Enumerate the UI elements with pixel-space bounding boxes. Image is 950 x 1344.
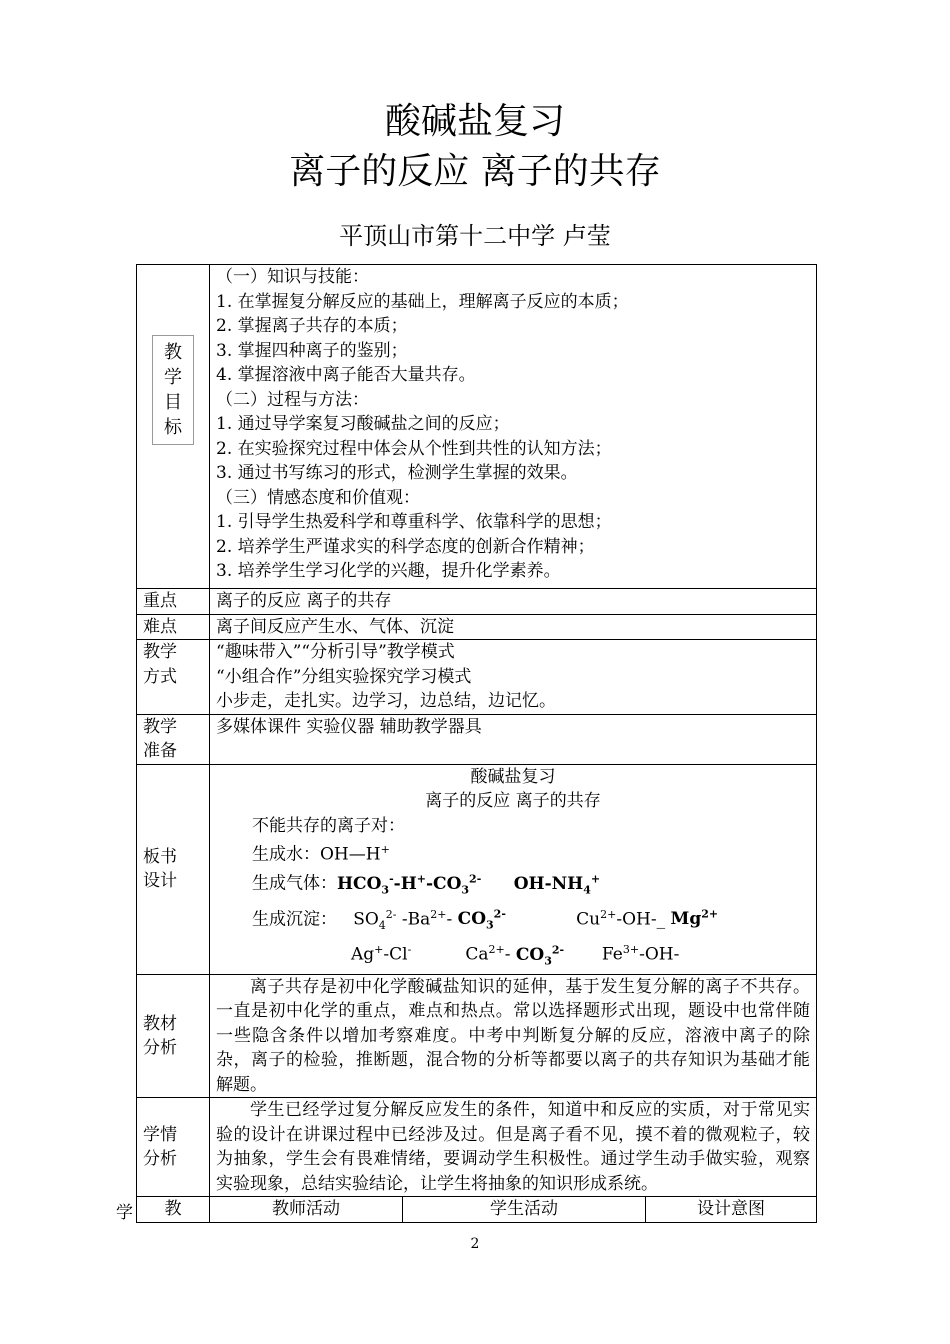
objective-line: 1. 在掌握复分解反应的基础上，理解离子反应的本质； bbox=[216, 291, 629, 312]
difficulty-row bbox=[137, 614, 817, 640]
method-label: 教学 方式 bbox=[137, 640, 210, 715]
board-water-line: 生成水：OH—H+ bbox=[252, 843, 390, 865]
students-row bbox=[137, 1098, 817, 1197]
teacher-activity-header: 教师活动 bbox=[210, 1197, 403, 1222]
board-content bbox=[210, 764, 817, 974]
student-activity-header: 学生活动 bbox=[403, 1197, 646, 1222]
board-precip-line: 生成沉淀： $SO_4^{2-}$ $-Ba^{2+}-$ $CO_3^{2-}$ $Cu^{2+}-OH-\_$ $Mg^{2+}$ bbox=[252, 907, 719, 932]
prep-label: 教学 准备 bbox=[137, 714, 210, 764]
method-line: “小组合作”分组实验探究学习模式 bbox=[216, 666, 472, 687]
objectives-row bbox=[137, 265, 817, 589]
objective-line: （二）过程与方法： bbox=[216, 389, 369, 410]
objective-line: 2. 掌握离子共存的本质； bbox=[216, 316, 408, 336]
objective-line: （一）知识与技能： bbox=[216, 267, 369, 287]
prep-row bbox=[137, 714, 817, 764]
title-line-2: 离子的反应 离子的共存 bbox=[289, 151, 661, 192]
objective-line: 3. 通过书写练习的形式，检测学生掌握的效果。 bbox=[216, 463, 578, 483]
difficulty-label: 难点 bbox=[137, 614, 210, 640]
method-row bbox=[137, 640, 817, 715]
material-label: 教材 分析 bbox=[137, 974, 210, 1098]
key-point-row bbox=[137, 589, 817, 615]
objective-line: （三）情感态度和价值观： bbox=[216, 487, 420, 508]
activity-header-row bbox=[137, 1197, 817, 1223]
board-row bbox=[137, 764, 817, 974]
key-point-text: 离子的反应 离子的共存 bbox=[210, 589, 817, 615]
method-line: “趣味带入”“分析引导”教学模式 bbox=[216, 642, 455, 662]
method-content bbox=[210, 640, 817, 715]
title-line-1: 酸碱盐复习 bbox=[384, 101, 565, 142]
board-label: 板书 设计 bbox=[137, 764, 210, 974]
objectives-label-cell bbox=[137, 265, 210, 589]
difficulty-text: 离子间反应产生水、气体、沉淀 bbox=[210, 614, 817, 640]
objectives-label: 教 学 目 标 bbox=[152, 335, 194, 445]
objective-line: 4. 掌握溶液中离子能否大量共存。 bbox=[216, 365, 476, 385]
board-line-1: 不能共存的离子对： bbox=[252, 815, 405, 836]
objective-line: 3. 培养学生学习化学的兴趣，提升化学素养。 bbox=[216, 561, 561, 581]
objective-line: 1. 通过导学案复习酸碱盐之间的反应； bbox=[216, 414, 510, 434]
material-text: 离子共存是初中化学酸碱盐知识的延伸，基于发生复分解的离子不共存。一直是初中化学的重点，难点和热点。常以选择题形式出现，题设中也常伴随一些隐含条件以增加考察难度。中考中判断复分解的反应，溶液中离子的除杂，离子的检验，推断题，混合物的分析等都要以离子的共存知识为基础才能解题。 bbox=[210, 974, 817, 1098]
students-text: 学生已经学过复分解反应发生的条件，知道中和反应的实质，对于常见实验的设计在讲课过程中已经涉及过。但是离子看不见，摸不着的微观粒子，较为抽象，学生会有畏难情绪，要调动学生积极性。通过学生动手做实验，观察实验现象，总结实验结论，让学生将抽象的知识形成系统。 bbox=[210, 1098, 817, 1197]
students-label: 学情 分析 bbox=[137, 1098, 210, 1197]
board-heading-1: 酸碱盐复习 bbox=[470, 766, 556, 787]
activity-header bbox=[210, 1197, 816, 1222]
board-gas-line: 生成气体：$HCO_3^--H^+-CO_3^{2-}$ $OH-NH_4^+$ bbox=[252, 872, 601, 897]
objective-line: 1. 引导学生热爱科学和尊重科学、依靠科学的思想； bbox=[216, 512, 612, 532]
author-line: 平顶山市第十二中学 卢莹 bbox=[339, 222, 611, 250]
side-label: 学 bbox=[116, 1203, 133, 1223]
method-line: 小步走，走扎实。边学习，边总结，边记忆。 bbox=[216, 691, 556, 711]
objective-line: 3. 掌握四种离子的鉴别； bbox=[216, 340, 408, 361]
board-precip-line-2: Ag+-Cl- $Ca^{2+}-$ $CO_3^{2-}$ $Fe^{3+}-OH-$ bbox=[351, 943, 680, 968]
board-heading-2: 离子的反应 离子的共存 bbox=[425, 791, 601, 811]
lesson-plan-table bbox=[136, 264, 817, 1223]
design-intent-header: 设计意图 bbox=[697, 1199, 765, 1220]
prep-text: 多媒体课件 实验仪器 辅助教学器具 bbox=[210, 714, 817, 764]
page-number: 2 bbox=[470, 1236, 480, 1252]
objective-line: 2. 培养学生严谨求实的科学态度的创新合作精神； bbox=[216, 536, 595, 557]
objective-line: 2. 在实验探究过程中体会从个性到共性的认知方法； bbox=[216, 438, 612, 459]
objectives-content bbox=[210, 265, 817, 589]
material-row bbox=[137, 974, 817, 1098]
key-point-label: 重点 bbox=[137, 589, 210, 615]
activity-label: 教 bbox=[137, 1197, 210, 1223]
